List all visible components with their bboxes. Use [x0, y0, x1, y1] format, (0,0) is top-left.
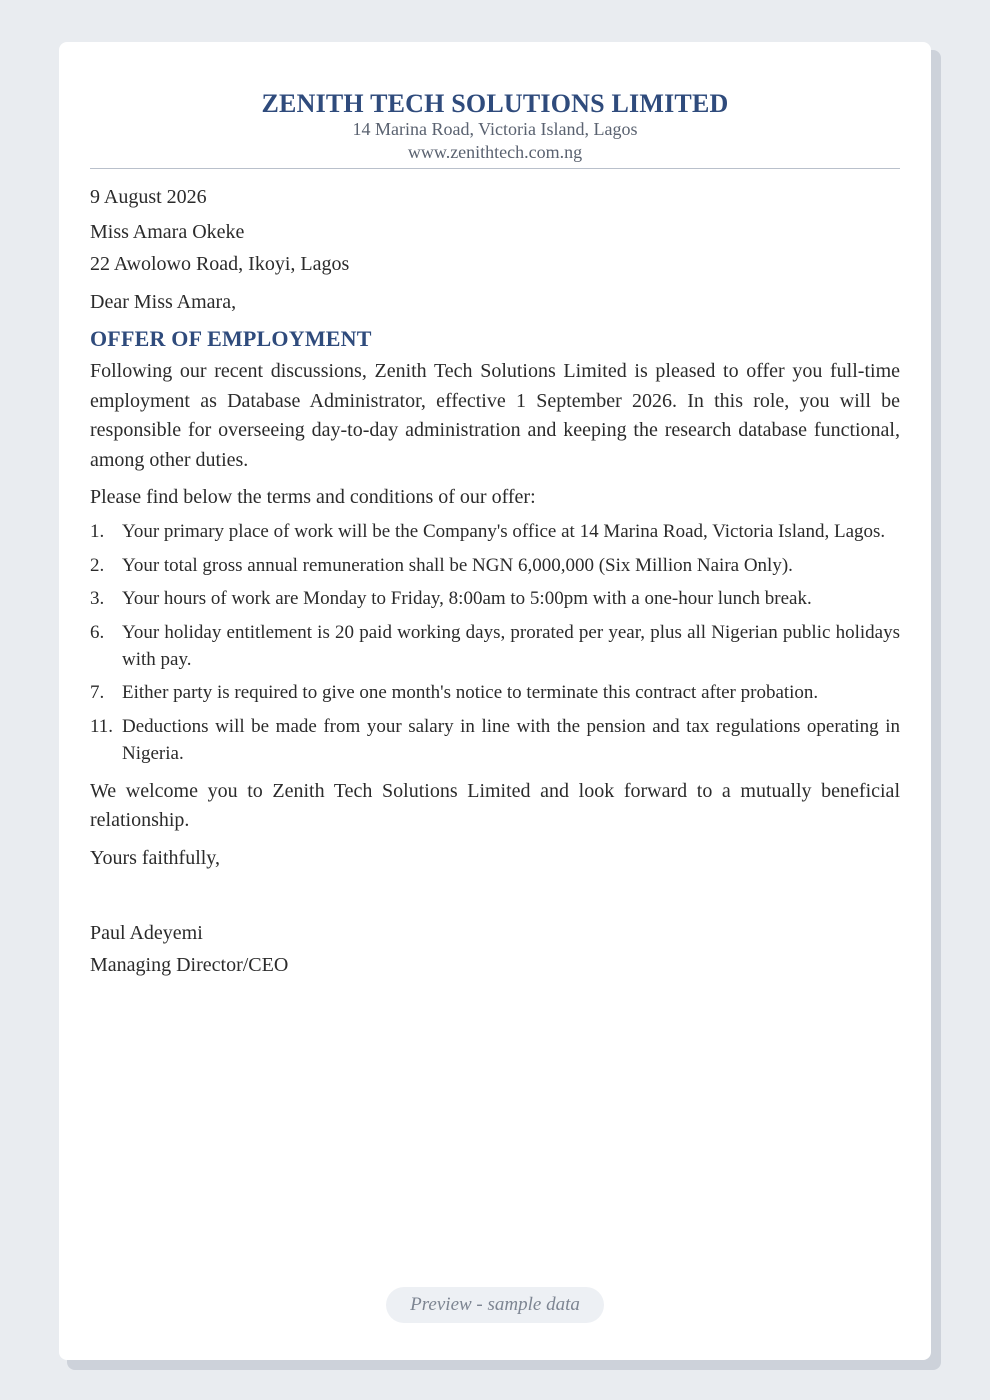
- term-text: Your hours of work are Monday to Friday, 8:00am to 5:00pm with a one-hour lunch break.: [122, 588, 812, 609]
- signature-space: [90, 881, 900, 917]
- signatory-title: Managing Director/CEO: [90, 953, 289, 976]
- terms-list: [90, 518, 900, 767]
- company-address: 14 Marina Road, Victoria Island, Lagos: [352, 119, 638, 139]
- terms-intro: Please find below the terms and conditions of our offer:: [90, 486, 536, 508]
- company-website: www.zenithtech.com.ng: [407, 142, 583, 162]
- term-item: [90, 679, 900, 706]
- term-text: Deductions will be made from your salary in line with the pension and tax regulations operating in Nigeria.: [122, 715, 900, 764]
- recipient-address: 22 Awolowo Road, Ikoyi, Lagos: [90, 253, 350, 275]
- preview-badge: Preview - sample data: [386, 1287, 604, 1323]
- term-number: 1.: [90, 521, 105, 542]
- term-number: 11.: [90, 715, 114, 737]
- term-text: Your holiday entitlement is 20 paid working days, prorated per year, plus all Nigerian public holidays with pay.: [122, 621, 900, 670]
- letter-sheet: [59, 42, 931, 1360]
- term-text: Either party is required to give one month's notice to terminate this contract after probation.: [122, 682, 819, 703]
- closing-paragraph: We welcome you to Zenith Tech Solutions Limited and look forward to a mutually beneficial relationship.: [90, 779, 900, 831]
- term-item: [90, 585, 900, 612]
- signatory-name: Paul Adeyemi: [90, 921, 203, 944]
- term-item: [90, 619, 900, 673]
- term-item: [90, 552, 900, 579]
- term-text: Your primary place of work will be the Company's office at 14 Marina Road, Victoria Island, Lagos.: [122, 521, 886, 542]
- letter-subject: OFFER OF EMPLOYMENT: [90, 326, 372, 351]
- letterhead: [90, 42, 900, 164]
- term-item: [90, 713, 900, 767]
- salutation: Dear Miss Amara,: [90, 291, 237, 313]
- company-name: ZENITH TECH SOLUTIONS LIMITED: [261, 89, 729, 118]
- recipient-name: Miss Amara Okeke: [90, 221, 245, 243]
- term-item: [90, 518, 900, 545]
- term-number: 6.: [90, 621, 105, 643]
- term-text: Your total gross annual remuneration shall be NGN 6,000,000 (Six Million Naira Only).: [122, 554, 793, 576]
- letter-date: 9 August 2026: [90, 186, 207, 208]
- intro-paragraph: Following our recent discussions, Zenith Tech Solutions Limited is pleased to offer you full-time employment as Database Administrator, effective 1 September 2026. In this role, you will be responsible for overseeing day-to-day administration and keeping the research database functional, among other duties.: [90, 360, 900, 471]
- term-number: 7.: [90, 682, 105, 703]
- valediction: Yours faithfully,: [90, 846, 221, 869]
- letterhead-divider: [90, 168, 900, 169]
- term-number: 3.: [90, 588, 105, 609]
- term-number: 2.: [90, 554, 105, 576]
